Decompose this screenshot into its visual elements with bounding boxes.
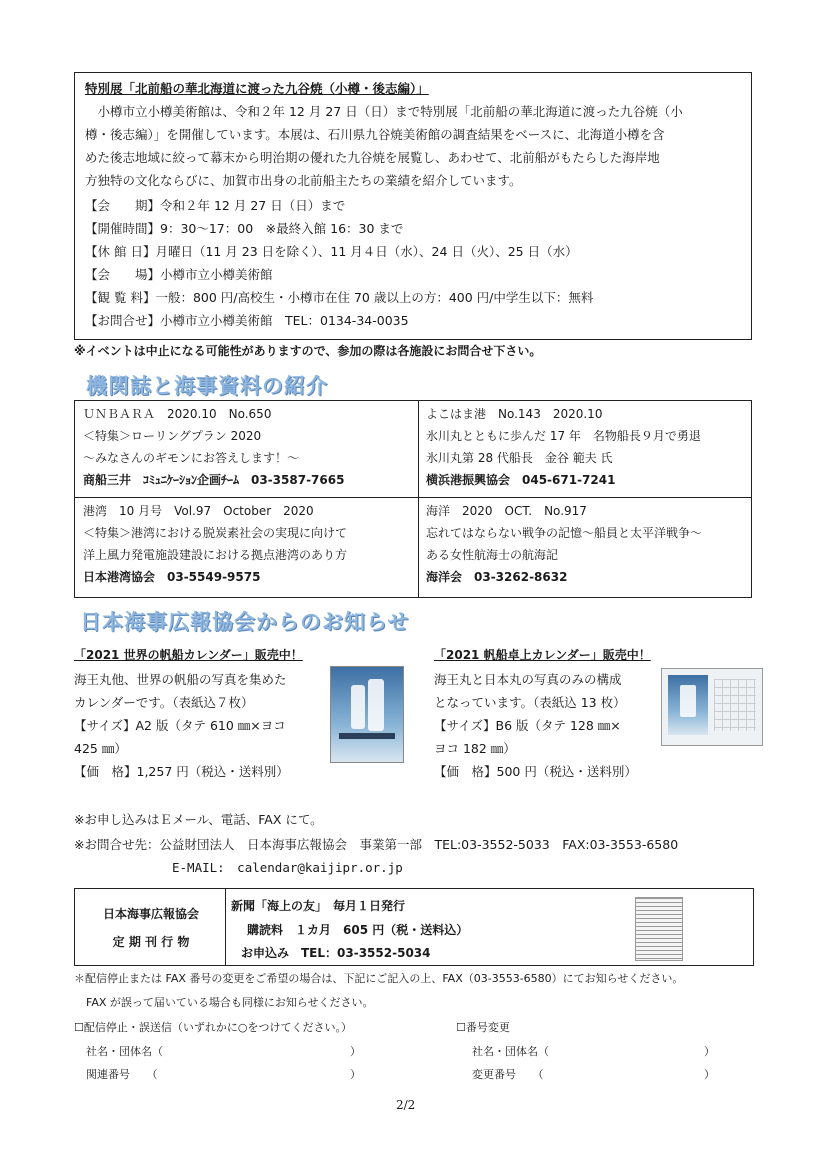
form-note-2: FAX が誤って届いている場合も同様にお知らせください。 [86, 996, 374, 1009]
magazine-line: よこはま港 No.143 2020.10 [426, 407, 603, 421]
calendar-line: ヨコ 182 ㎜） [434, 741, 516, 756]
magazine-line: ＜特集＞ローリングプラン 2020 [83, 429, 262, 443]
exhibition-details [85, 194, 593, 332]
periodical-org: 日本海事広報協会 [102, 907, 199, 921]
detail-venue: 【会 場】小樽市立小樽美術館 [85, 267, 273, 282]
calendar-line: 海王丸他、世界の帆船の写真を集めた [74, 672, 287, 687]
section-heading-notices: 日本海事広報協会からのお知らせ [80, 610, 410, 634]
calendar-line: 【サイズ】A2 版（タテ 610 ㎜×ヨコ [74, 718, 286, 733]
periodical-subscription: 購読料 １カ月 605 円（税・送料込） [247, 923, 469, 937]
magazine-line: 海洋 2020 OCT. No.917 [426, 504, 587, 518]
desk-calendar-image [661, 668, 763, 746]
calendar-desc-world [74, 668, 289, 783]
detail-closed: 【休 館 日】月曜日（11 月 23 日を除く）、11 月４日（水）、24 日（火）、25 日（水） [85, 244, 578, 259]
order-email[interactable]: E-MAIL: calendar@kaijipr.or.jp [172, 860, 403, 875]
form-stop-title[interactable]: ☐配信停止・誤送信（いずれかに○をつけてください。） [74, 1021, 352, 1034]
newspaper-image [635, 897, 683, 961]
magazine-kaiyo [418, 500, 751, 588]
exhibition-body [85, 100, 683, 192]
magazine-kowan [75, 500, 418, 588]
exhibition-box [74, 72, 752, 340]
magazine-grid [74, 400, 752, 598]
form-close-paren: ） [704, 1045, 715, 1058]
magazine-line: ＜特集＞港湾における脱炭素社会の実現に向けて [83, 526, 348, 540]
detail-fee: 【観 覧 料】一般：800 円/高校生・小樽市在住 70 歳以上の方：400 円/中学生以下：無料 [85, 290, 594, 305]
detail-hours: 【開催時間】9：30～17：00 ※最終入館 16：30 まで [85, 221, 404, 236]
calendar-desc-desk [434, 668, 637, 783]
magazine-publisher: 海洋会 03-3262-8632 [426, 570, 568, 584]
form-change-title[interactable]: ☐番号変更 [456, 1021, 510, 1034]
calendar-title-desk: 「2021 帆船卓上カレンダー」販売中！ [434, 648, 651, 662]
page-number: 2/2 [396, 1098, 416, 1112]
magazine-yokohama [418, 403, 751, 491]
magazine-unbara [75, 403, 418, 491]
body-line: 方独特の文化ならびに、加賀市出身の北前船主たちの業績を紹介しています。 [85, 173, 522, 188]
calendar-line: 【サイズ】B6 版（タテ 128 ㎜× [434, 718, 621, 733]
form-related-field[interactable] [86, 1066, 158, 1082]
calendar-line: 海王丸と日本丸の写真のみの構成 [434, 672, 622, 687]
magazine-line: 港湾 10 月号 Vol.97 October 2020 [83, 504, 314, 518]
magazine-line: 氷川丸とともに歩んだ 17 年 名物船長９月で勇退 [426, 429, 701, 443]
magazine-line: 氷川丸第 28 代船長 金谷 範夫 氏 [426, 451, 613, 465]
sailing-ship-calendar-image [330, 666, 404, 763]
magazine-line: 忘れてはならない戦争の記憶～船員と太平洋戦争～ [426, 526, 703, 540]
detail-contact: 【お問合せ】小樽市立小樽美術館 TEL：0134-34-0035 [85, 313, 409, 328]
calendar-line: 425 ㎜） [74, 741, 127, 756]
company-label: 社名・団体名（ [86, 1045, 163, 1058]
body-line: 樽・後志編）」を開催しています。本展は、石川県九谷焼美術館の調査結果をベースに、北海道小樽を含 [85, 127, 665, 142]
body-line: めた後志地域に絞って幕末から明治期の優れた九谷焼を展覧し、あわせて、北前船がもたらした海岸地 [85, 150, 660, 165]
magazine-publisher: 横浜港振興協会 045-671-7241 [426, 473, 616, 487]
calendar-line: 【価 格】500 円（税込・送料別） [434, 764, 637, 779]
form-change-field[interactable] [472, 1066, 544, 1082]
change-label: 変更番号 （ [472, 1068, 544, 1081]
section-heading-magazines: 機関誌と海事資料の紹介 [86, 374, 328, 398]
magazine-line: 洋上風力発電施設建設における拠点港湾のあり方 [83, 548, 348, 562]
calendar-line: 【価 格】1,257 円（税込・送料別） [74, 764, 289, 779]
form-company-field-right[interactable] [472, 1043, 549, 1059]
exhibition-title: 特別展「北前船の華北海道に渡った九谷焼（小樽・後志編）」 [85, 81, 429, 96]
magazine-publisher: 商船三井 ｺﾐｭﾆｹｰｼｮﾝ企画ﾁｰﾑ 03-3587-7665 [83, 473, 345, 487]
event-notice: ※イベントは中止になる可能性がありますので、参加の際は各施設にお問合せ下さい。 [74, 344, 542, 358]
periodical-label: 定 期 刊 行 物 [112, 935, 190, 949]
periodical-apply: お申込み TEL：03-3552-5034 [241, 946, 431, 960]
calendar-title-world: 「2021 世界の帆船カレンダー」販売中！ [74, 648, 303, 662]
body-line: 小樽市立小樽美術館は、令和２年 12 月 27 日（日）まで特別展「北前船の華北海道に渡った九谷焼（小 [85, 104, 683, 119]
calendar-line: となっています。（表紙込 13 枚） [434, 695, 626, 710]
magazine-line: ～みなさんのギモンにお答えします！～ [83, 451, 300, 465]
order-method: ※お申し込みはＥメール、電話、FAX にて。 [74, 812, 323, 827]
related-label: 関連番号 （ [86, 1068, 158, 1081]
periodical-box [74, 888, 754, 966]
magazine-line: ＵＮＢＡＲＡ 2020.10 No.650 [83, 407, 272, 421]
magazine-line: ある女性航海士の航海記 [426, 548, 559, 562]
calendar-line: カレンダーです。（表紙込７枚） [74, 695, 254, 710]
form-company-field-left[interactable] [86, 1043, 163, 1059]
magazine-publisher: 日本港湾協会 03-5549-9575 [83, 570, 261, 584]
form-close-paren: ） [350, 1068, 361, 1081]
form-close-paren: ） [350, 1045, 361, 1058]
form-close-paren: ） [704, 1068, 715, 1081]
periodical-title: 新聞「海上の友」 毎月１日発行 [231, 899, 406, 913]
form-note-1: ＊配信停止または FAX 番号の変更をご希望の場合は、下記にご記入の上、FAX（03-3553-6580）にてお知らせください。 [74, 972, 684, 985]
company-label: 社名・団体名（ [472, 1045, 549, 1058]
detail-period: 【会 期】令和２年 12 月 27 日（日）まで [85, 198, 346, 213]
order-contact: ※お問合せ先：公益財団法人 日本海事広報協会 事業第一部 TEL:03-3552-5033 FAX:03-3553-6580 [74, 837, 679, 852]
